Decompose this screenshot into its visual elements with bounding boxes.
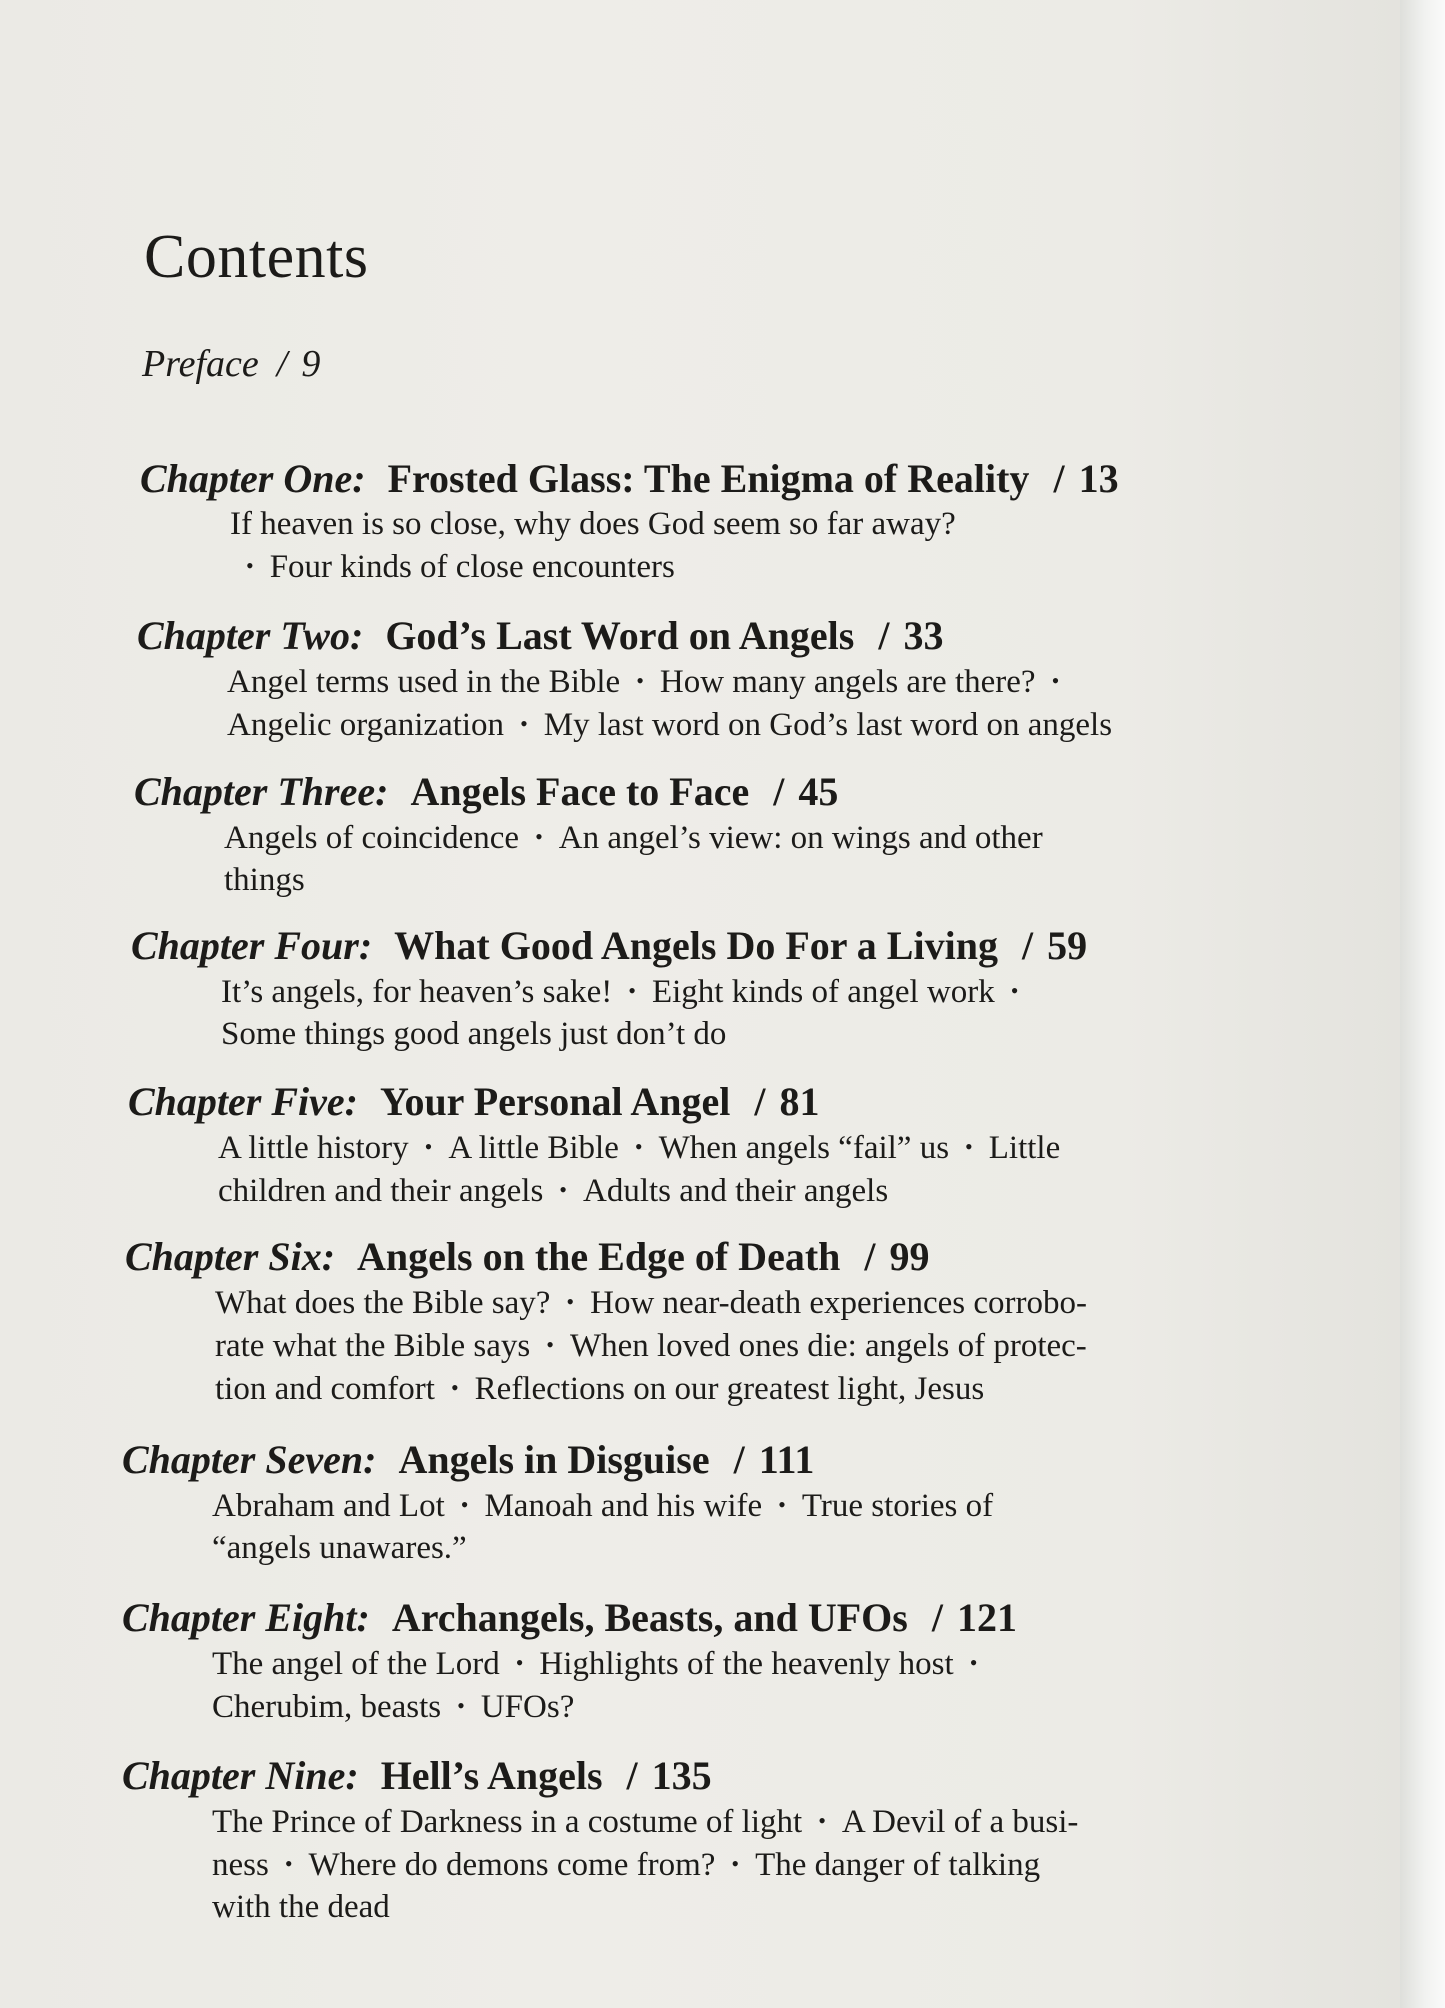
topic-text: tion and comfort (215, 1371, 435, 1407)
topic-line: “angels unawares.” (212, 1530, 467, 1566)
chapter-title: Your Personal Angel (379, 1079, 731, 1124)
topic-text: Angelic organization (227, 707, 505, 743)
chapter-title: Angels on the Edge of Death (357, 1234, 841, 1279)
topic-line: Some things good angels just don’t do (221, 1016, 727, 1052)
chapter-title: God’s Last Word on Angels (385, 613, 855, 658)
topic-line (227, 703, 1287, 746)
chapter-separator: / (1021, 923, 1034, 968)
bullet-separator: • (246, 553, 254, 578)
topic-text: Abraham and Lot (212, 1488, 445, 1524)
chapter-entry-nine (122, 1752, 1272, 1928)
chapter-page: 81 (779, 1079, 820, 1124)
chapter-title: Angels in Disguise (398, 1437, 710, 1482)
chapter-topics (221, 970, 1281, 1055)
topic-line (230, 545, 1290, 588)
chapter-page: 121 (956, 1595, 1017, 1640)
chapter-page: 135 (651, 1753, 712, 1798)
topic-text: The Prince of Darkness in a costume of light (212, 1804, 803, 1840)
page-edge (1400, 0, 1445, 2008)
chapter-title: Angels Face to Face (410, 769, 750, 814)
chapter-number: Chapter One: (140, 456, 366, 501)
topic-text: The angel of the Lord (212, 1646, 500, 1682)
bullet-separator: • (778, 1492, 786, 1517)
chapter-heading (122, 1752, 1272, 1800)
topic-text: Cherubim, beasts (212, 1689, 442, 1725)
chapter-page: 59 (1047, 923, 1088, 968)
chapter-number: Chapter Three: (134, 769, 389, 814)
topic-text: Four kinds of close encounters (269, 549, 675, 585)
chapter-number: Chapter Four: (131, 923, 373, 968)
chapter-topics (215, 1281, 1275, 1410)
topic-line: with the dead (212, 1889, 390, 1925)
chapter-separator: / (626, 1753, 638, 1798)
topic-line (227, 660, 1287, 703)
topic-line (215, 1367, 1275, 1410)
topic-text: UFOs? (480, 1689, 575, 1725)
topic-line: things (224, 862, 305, 898)
chapter-topics (212, 1484, 1272, 1569)
topic-line (218, 1126, 1278, 1169)
topic-text: Angels of coincidence (224, 820, 520, 856)
topic-line (218, 1169, 1278, 1212)
bullet-separator: • (546, 1332, 554, 1357)
chapter-heading (122, 1436, 1272, 1484)
topic-line (212, 1800, 1272, 1843)
bullet-separator: • (424, 1134, 433, 1159)
chapter-separator: / (754, 1079, 766, 1124)
topic-text: The danger of talking (755, 1847, 1041, 1883)
preface-label: Preface (142, 343, 259, 385)
topic-text: An angel’s view: on wings and other (558, 820, 1043, 856)
topic-line: If heaven is so close, why does God seem so far away? (230, 506, 956, 542)
chapter-topics (218, 1126, 1278, 1212)
topic-text: Eight kinds of angel work (651, 974, 995, 1010)
topic-text: My last word on God’s last word on angels (543, 707, 1113, 743)
chapter-separator: / (1053, 456, 1065, 501)
topic-text: How many angels are there? (659, 664, 1036, 700)
bullet-separator: • (731, 1851, 740, 1876)
topic-text: True stories of (801, 1488, 994, 1524)
topic-text: Angel terms used in the Bible (227, 664, 621, 700)
bullet-separator: • (636, 668, 644, 693)
chapter-number: Chapter Seven: (122, 1437, 377, 1482)
chapter-heading (122, 1594, 1272, 1642)
topic-text: It’s angels, for heaven’s sake! (221, 974, 613, 1010)
chapter-entry-one (140, 455, 1290, 588)
chapter-topics (224, 816, 1284, 901)
bullet-separator: • (1051, 668, 1060, 693)
preface-separator: / (276, 343, 288, 385)
chapter-page: 33 (903, 613, 944, 658)
bullet-separator: • (818, 1808, 826, 1833)
topic-text: Reflections on our greatest light, Jesus (474, 1371, 985, 1407)
chapter-page: 13 (1078, 456, 1119, 501)
chapter-topics (227, 660, 1287, 746)
page-title: Contents (144, 223, 369, 291)
topic-text: rate what the Bible says (215, 1328, 531, 1364)
preface-entry (142, 342, 320, 386)
chapter-page: 111 (758, 1437, 815, 1482)
chapter-topics (212, 1800, 1272, 1928)
topic-line (215, 1324, 1275, 1367)
bullet-separator: • (535, 824, 543, 849)
bullet-separator: • (284, 1851, 293, 1876)
topic-text: ness (212, 1847, 269, 1883)
topic-text: children and their angels (218, 1173, 544, 1209)
topic-line (212, 1843, 1272, 1886)
bullet-separator: • (969, 1650, 978, 1675)
chapter-separator: / (773, 769, 785, 814)
chapter-title: Hell’s Angels (380, 1753, 603, 1798)
chapter-page: 99 (889, 1234, 930, 1279)
chapter-entry-four (131, 922, 1281, 1055)
chapter-heading (125, 1233, 1275, 1281)
bullet-separator: • (559, 1177, 567, 1202)
bullet-separator: • (634, 1134, 643, 1159)
topic-text: A little history (218, 1130, 409, 1166)
chapter-topics (212, 1642, 1272, 1728)
chapter-separator: / (864, 1234, 876, 1279)
topic-text: When loved ones die: angels of protec- (569, 1328, 1087, 1364)
bullet-separator: • (460, 1492, 469, 1517)
chapter-title: Frosted Glass: The Enigma of Reality (387, 456, 1030, 501)
topic-line (224, 816, 1284, 859)
topic-text: Highlights of the heavenly host (539, 1646, 954, 1682)
topic-line (221, 970, 1281, 1013)
topic-text: A Devil of a busi- (841, 1804, 1079, 1840)
chapter-page: 45 (798, 769, 839, 814)
chapter-number: Chapter Nine: (122, 1753, 359, 1798)
chapter-separator: / (878, 613, 890, 658)
chapter-heading (137, 612, 1287, 660)
bullet-separator: • (450, 1375, 459, 1400)
topic-text: Adults and their angels (583, 1173, 889, 1209)
topic-text: A little Bible (448, 1130, 619, 1166)
chapter-entry-eight (122, 1594, 1272, 1728)
chapter-entry-two (137, 612, 1287, 746)
bullet-separator: • (457, 1693, 465, 1718)
topic-line (215, 1281, 1275, 1324)
topic-line (212, 1685, 1272, 1728)
bullet-separator: • (515, 1650, 524, 1675)
topic-text: When angels “fail” us (658, 1130, 950, 1166)
topic-text: What does the Bible say? (215, 1285, 551, 1321)
topic-text: Where do demons come from? (308, 1847, 716, 1883)
chapter-heading (140, 455, 1290, 503)
chapter-separator: / (733, 1437, 745, 1482)
chapter-number: Chapter Two: (137, 613, 364, 658)
topic-line (212, 1484, 1272, 1527)
chapter-entry-three (134, 768, 1284, 901)
bullet-separator: • (965, 1134, 973, 1159)
topic-text: How near-death experiences corrobo- (590, 1285, 1087, 1321)
topic-text: Little (988, 1130, 1061, 1166)
bullet-separator: • (520, 711, 528, 736)
chapter-separator: / (931, 1595, 943, 1640)
chapter-title: What Good Angels Do For a Living (394, 923, 998, 968)
chapter-entry-six (125, 1233, 1275, 1410)
bullet-separator: • (628, 978, 636, 1003)
topic-line (212, 1642, 1272, 1685)
chapter-number: Chapter Six: (125, 1234, 336, 1279)
bullet-separator: • (566, 1289, 575, 1314)
bullet-separator: • (1010, 978, 1019, 1003)
preface-page: 9 (301, 343, 321, 385)
chapter-heading (131, 922, 1281, 970)
chapter-entry-seven (122, 1436, 1272, 1569)
chapter-number: Chapter Eight: (122, 1595, 370, 1640)
topic-text: Manoah and his wife (484, 1488, 763, 1524)
chapter-title: Archangels, Beasts, and UFOs (391, 1595, 908, 1640)
chapter-topics (230, 503, 1290, 588)
chapter-heading (128, 1078, 1278, 1126)
chapter-heading (134, 768, 1284, 816)
chapter-number: Chapter Five: (128, 1079, 358, 1124)
chapter-entry-five (128, 1078, 1278, 1212)
